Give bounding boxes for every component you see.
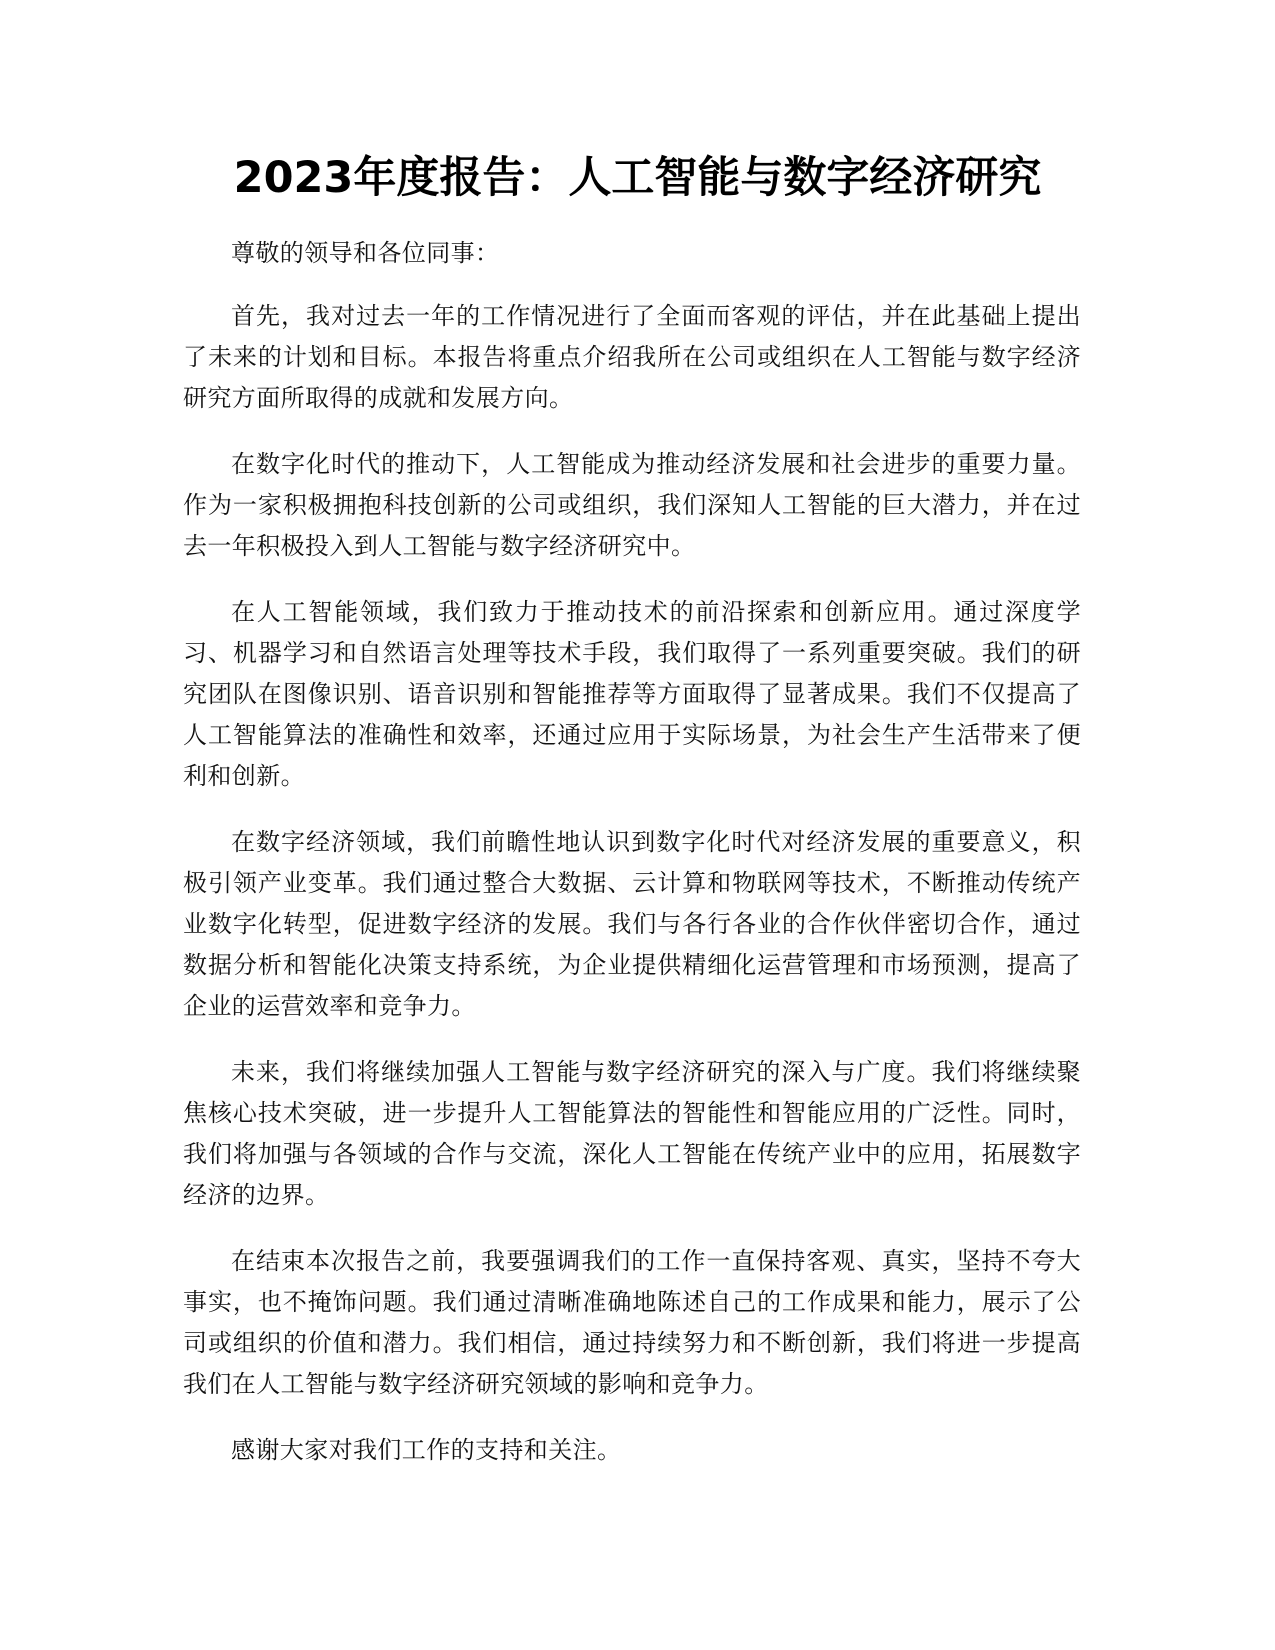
paragraph-digital-economy: 在数字经济领域，我们前瞻性地认识到数字化时代对经济发展的重要意义，积极引领产业变革。我们通过整合大数据、云计算和物联网等技术，不断推动传统产业数字化转型，促进数字经济的发展。我们与各行各业的合作伙伴密切合作，通过数据分析和智能化决策支持系统，为企业提供精细化运营管理和市场预测，提高了企业的运营效率和竞争力。: [183, 828, 1081, 1020]
document-title: 2023年度报告：人工智能与数字经济研究: [233, 153, 1042, 203]
paragraph-future: 未来，我们将继续加强人工智能与数字经济研究的深入与广度。我们将继续聚焦核心技术突破，进一步提升人工智能算法的智能性和智能应用的广泛性。同时，我们将加强与各领域的合作与交流，深化人工智能在传统产业中的应用，拓展数字经济的边界。: [183, 1058, 1081, 1209]
closing-remark: 感谢大家对我们工作的支持和关注。: [231, 1436, 622, 1464]
paragraph-conclusion: 在结束本次报告之前，我要强调我们的工作一直保持客观、真实，坚持不夸大事实，也不掩饰问题。我们通过清晰准确地陈述自己的工作成果和能力，展示了公司或组织的价值和潜力。我们相信，通过持续努力和不断创新，我们将进一步提高我们在人工智能与数字经济研究领域的影响和竞争力。: [183, 1247, 1081, 1398]
paragraph-intro: 首先，我对过去一年的工作情况进行了全面而客观的评估，并在此基础上提出了未来的计划和目标。本报告将重点介绍我所在公司或组织在人工智能与数字经济研究方面所取得的成就和发展方向。: [183, 302, 1081, 412]
paragraph-context: 在数字化时代的推动下，人工智能成为推动经济发展和社会进步的重要力量。作为一家积极拥抱科技创新的公司或组织，我们深知人工智能的巨大潜力，并在过去一年积极投入到人工智能与数字经济研究中。: [183, 450, 1081, 560]
document-body: [183, 233, 1081, 1496]
paragraph-ai-field: 在人工智能领域，我们致力于推动技术的前沿探索和创新应用。通过深度学习、机器学习和自然语言处理等技术手段，我们取得了一系列重要突破。我们的研究团队在图像识别、语音识别和智能推荐等方面取得了显著成果。我们不仅提高了人工智能算法的准确性和效率，还通过应用于实际场景，为社会生产生活带来了便利和创新。: [183, 598, 1081, 790]
salutation: 尊敬的领导和各位同事：: [231, 239, 500, 267]
